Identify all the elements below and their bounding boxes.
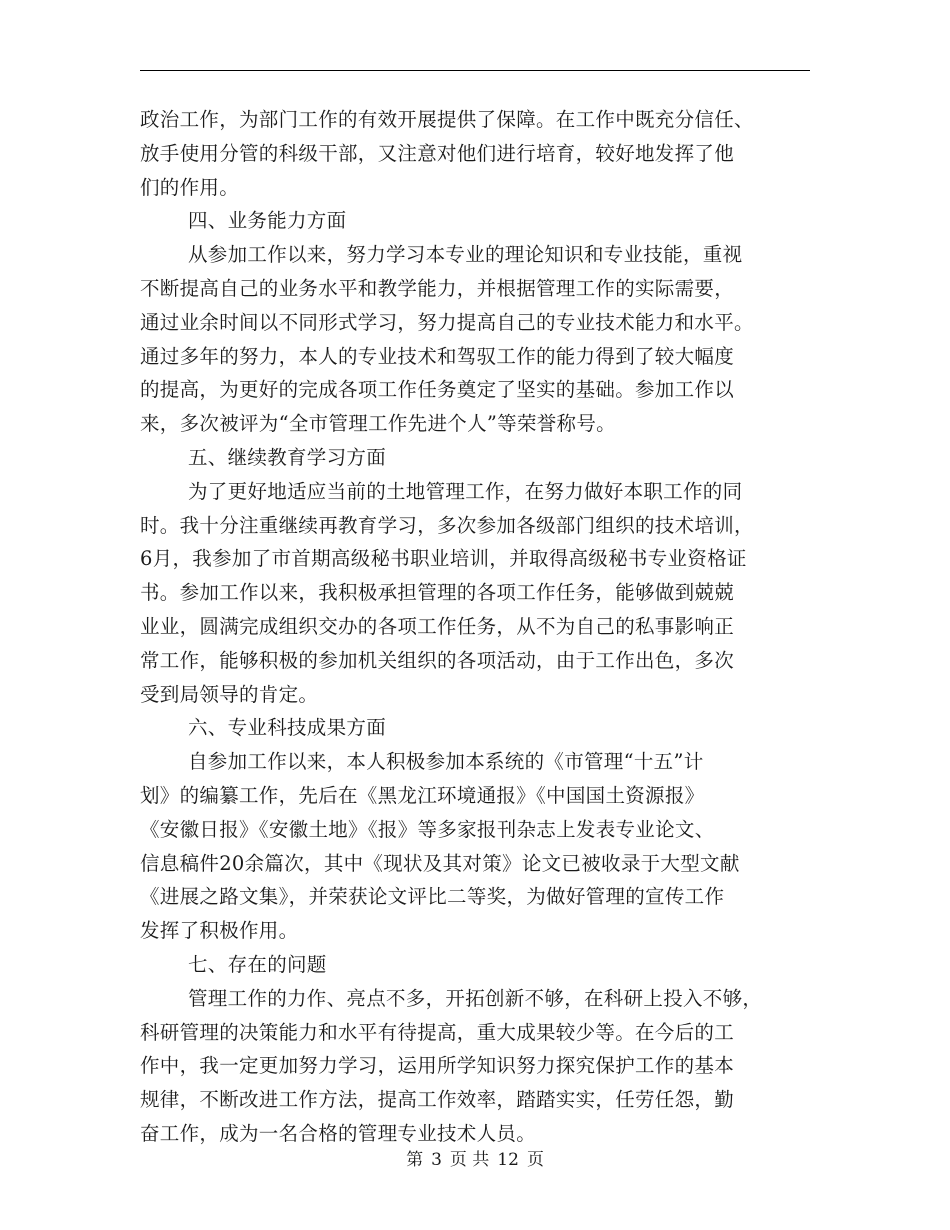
text-line: 科研管理的决策能力和水平有待提高，重大成果较少等。在今后的工 bbox=[140, 1020, 735, 1044]
current-page-number: 3 bbox=[431, 1150, 442, 1170]
text-line: 来，多次被评为“全市管理工作先进个人”等荣誉称号。 bbox=[140, 412, 616, 436]
text-line: 的提高，为更好的完成各项工作任务奠定了坚实的基础。参加工作以 bbox=[140, 378, 735, 402]
footer-middle: 页 共 bbox=[449, 1150, 490, 1170]
text-line: 放手使用分管的科级干部，又注意对他们进行培育，较好地发挥了他 bbox=[140, 141, 735, 165]
text-line: 《进展之路文集》，并荣获论文评比二等奖，为做好管理的宣传工作 bbox=[140, 885, 725, 909]
text-line: 政治工作，为部门工作的有效开展提供了保障。在工作中既充分信任、 bbox=[140, 108, 754, 131]
text-line: 们的作用。 bbox=[140, 175, 240, 199]
text-line: 四、业务能力方面 bbox=[188, 209, 347, 233]
text-line: 管理工作的力作、亮点不多，开拓创新不够，在科研上投入不够， bbox=[188, 986, 763, 1010]
text-line: 为了更好地适应当前的土地管理工作，在努力做好本职工作的同 bbox=[188, 479, 743, 503]
text-line: 从参加工作以来，努力学习本专业的理论知识和专业技能，重视 bbox=[188, 243, 743, 267]
footer-prefix: 第 bbox=[406, 1150, 424, 1170]
text-line: 自参加工作以来，本人积极参加本系统的《市管理“十五”计 bbox=[188, 750, 704, 774]
text-line: 不断提高自己的业务水平和教学能力，并根据管理工作的实际需要， bbox=[140, 276, 735, 300]
text-line: 六、专业科技成果方面 bbox=[188, 716, 387, 740]
text-line: 信息稿件20余篇次，其中《现状及其对策》论文已被收录于大型文献 bbox=[140, 851, 740, 875]
text-line: 6月，我参加了市首期高级秘书职业培训，并取得高级秘书专业资格证 bbox=[140, 547, 747, 571]
text-line: 常工作，能够积极的参加机关组织的各项活动，由于工作出色，多次 bbox=[140, 648, 735, 672]
text-line: 通过多年的努力，本人的专业技术和驾驭工作的能力得到了较大幅度 bbox=[140, 344, 735, 368]
text-line: 七、存在的问题 bbox=[188, 952, 327, 976]
text-line: 规律，不断改进工作方法，提高工作效率，踏踏实实，任劳任怨，勤 bbox=[140, 1088, 735, 1112]
document-body bbox=[140, 103, 810, 1151]
total-pages-number: 12 bbox=[497, 1150, 519, 1170]
header-rule bbox=[140, 70, 810, 71]
footer-suffix: 页 bbox=[526, 1150, 544, 1170]
text-line: 五、继续教育学习方面 bbox=[188, 445, 387, 469]
text-line: 受到局领导的肯定。 bbox=[140, 682, 319, 706]
text-line: 通过业余时间以不同形式学习，努力提高自己的专业技术能力和水平。 bbox=[140, 310, 754, 334]
page-footer bbox=[0, 1145, 950, 1170]
text-line: 时。我十分注重继续再教育学习，多次参加各级部门组织的技术培训， bbox=[140, 513, 754, 537]
text-line: 奋工作，成为一名合格的管理专业技术人员。 bbox=[140, 1121, 537, 1145]
text-line: 作中，我一定更加努力学习，运用所学知识努力探究保护工作的基本 bbox=[140, 1054, 735, 1078]
text-line: 《安徽日报》《安徽土地》《报》等多家报刊杂志上发表专业论文、 bbox=[140, 817, 715, 841]
text-line: 划》的编纂工作，先后在《黑龙江环境通报》《中国国土资源报》 bbox=[140, 783, 705, 807]
text-line: 发挥了积极作用。 bbox=[140, 919, 299, 943]
text-line: 书。参加工作以来，我积极承担管理的各项工作任务，能够做到兢兢 bbox=[140, 581, 735, 605]
text-line: 业业，圆满完成组织交办的各项工作任务，从不为自己的私事影响正 bbox=[140, 614, 735, 638]
